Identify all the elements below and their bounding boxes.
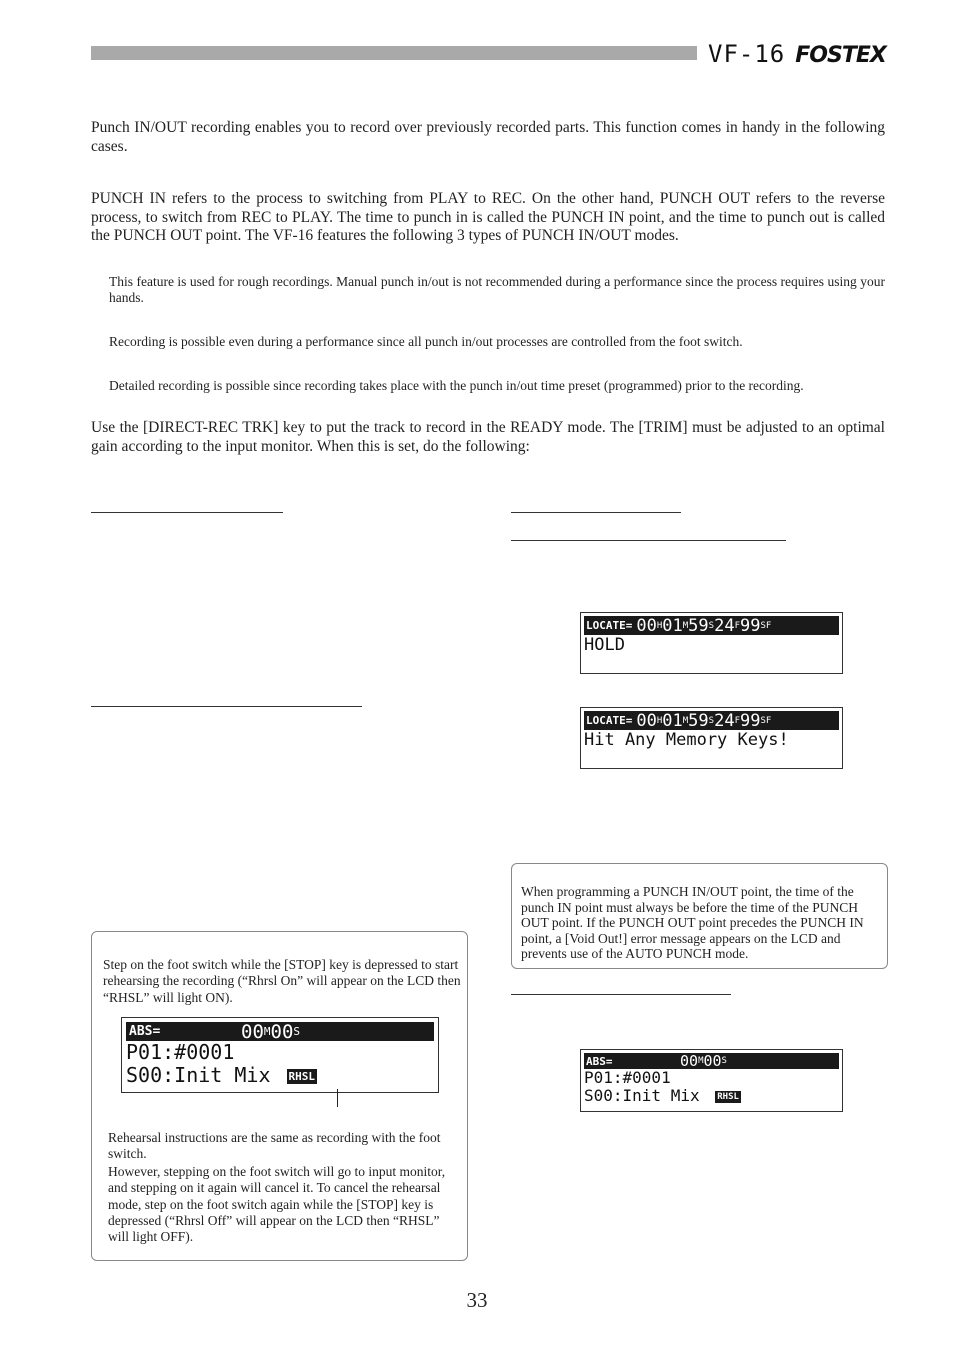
lcd-label: ABS= <box>586 1054 613 1068</box>
mode-description-auto: Detailed recording is possible since recording takes place with the punch in/out time preset (programmed) prior to the recording. <box>109 378 804 393</box>
lcd-unit-sf: SF <box>760 715 772 726</box>
lcd-unit-m: M <box>682 620 689 631</box>
brand-logo <box>708 40 886 68</box>
lcd-header-bar <box>126 1022 434 1041</box>
lcd-line-2: Hit Any Memory Keys! <box>584 730 789 750</box>
lcd-time-seconds: 00 <box>270 1022 294 1041</box>
lcd-line-2: P01:#0001 <box>584 1069 671 1087</box>
rhsl-indicator: RHSL <box>717 1091 739 1102</box>
lcd-time-frames: 24 <box>714 711 735 730</box>
lcd-line-3 <box>122 1064 438 1086</box>
lcd-locate-memory <box>580 707 843 769</box>
lcd-header-bar <box>584 616 839 635</box>
header-bar <box>91 46 697 60</box>
lcd-unit-s: S <box>708 715 715 726</box>
rehearsal-instruction-2: Rehearsal instructions are the same as recording with the foot switch. <box>108 1130 441 1162</box>
lcd-unit-m: M <box>263 1025 271 1038</box>
lcd-line-2: P01:#0001 <box>126 1041 235 1064</box>
lcd-line-3-text: S00:Init Mix <box>584 1087 700 1105</box>
lcd-unit-h: H <box>656 620 663 631</box>
warning-note-text: When programming a PUNCH IN/OUT point, the time of the punch IN point must always be before the time of the PUNCH OUT point. If the PUNCH OUT point precedes the PUNCH IN point, a [Void Out!] error message appears on the LCD and prevents use of the AUTO PUNCH mode. <box>521 884 864 962</box>
lcd-time-seconds: 59 <box>688 711 709 730</box>
lcd-abs-large <box>121 1017 439 1093</box>
lcd-header-bar <box>584 1053 839 1069</box>
rehearsal-instruction-1: Step on the foot switch while the [STOP] key is depressed to start rehearsing the recording (“Rhrsl On” will appear on the LCD then “RHSL” will light ON). <box>103 957 461 1005</box>
page-number: 33 <box>466 1288 488 1312</box>
definition-paragraph: PUNCH IN refers to the process to switching from PLAY to REC. On the other hand, PUNCH OUT refers to the reverse process, to switch from REC to PLAY. The time to punch in is called the PUNCH IN point, and the time to punch out is called the PUNCH OUT point. The VF-16 features the following 3 types of PUNCH IN/OUT modes. <box>91 190 885 244</box>
lcd-time-seconds: 59 <box>688 616 709 635</box>
rehearsal-instruction-3: However, stepping on the foot switch will go to input monitor, and stepping on it again will cancel it. To cancel the rehearsal mode, step on the foot switch again while the [STOP] key is depressed (“Rhrsl Off” will appear on the LCD then “RHSL” will light OFF). <box>108 1164 446 1245</box>
lcd-line-3-text: S00:Init Mix <box>126 1064 271 1086</box>
lcd-unit-m: M <box>698 1056 704 1066</box>
rhsl-callout-line <box>337 1089 338 1107</box>
model-name: VF-16 <box>708 40 786 68</box>
lcd-time-minutes: 00 <box>241 1022 264 1041</box>
lcd-locate-hold <box>580 612 843 674</box>
lcd-time-hours: 00 <box>636 616 657 635</box>
setup-paragraph: Use the [DIRECT-REC TRK] key to put the track to record in the READY mode. The [TRIM] must be adjusted to an optimal gain according to the input monitor. When this is set, do the following: <box>91 419 885 455</box>
lcd-unit-f: F <box>734 715 740 726</box>
mode-description-manual: This feature is used for rough recordings. Manual punch in/out is not recommended during a performance since the process requires using your hands. <box>109 274 885 305</box>
lcd-unit-h: H <box>656 715 663 726</box>
section-rule-manual <box>91 512 283 513</box>
lcd-label: LOCATE= <box>586 714 633 727</box>
lcd-time-seconds: 00 <box>703 1053 722 1069</box>
lcd-label: ABS= <box>129 1024 161 1039</box>
lcd-unit-s: S <box>293 1025 301 1038</box>
lcd-time-frames: 24 <box>714 616 735 635</box>
section-rule-footswitch <box>91 706 362 707</box>
lcd-unit-s: S <box>721 1056 727 1066</box>
lcd-header-bar <box>584 711 839 730</box>
lcd-time-minutes: 00 <box>680 1053 699 1069</box>
lcd-abs-right <box>580 1049 843 1112</box>
lcd-unit-s: S <box>708 620 715 631</box>
warning-note-box <box>511 863 888 969</box>
mode-description-footswitch: Recording is possible even during a performance since all punch in/out processes are controlled from the foot switch. <box>109 334 743 349</box>
lcd-line-3 <box>581 1087 842 1105</box>
lcd-unit-f: F <box>734 620 740 631</box>
lcd-time-hours: 00 <box>636 711 657 730</box>
lcd-label: LOCATE= <box>586 619 633 632</box>
lcd-unit-sf: SF <box>760 620 772 631</box>
intro-paragraph: Punch IN/OUT recording enables you to record over previously recorded parts. This function comes in handy in the following cases. <box>91 119 885 155</box>
lcd-time-subframes: 99 <box>739 616 761 635</box>
section-rule-auto <box>511 512 681 513</box>
lcd-time-minutes: 01 <box>662 616 683 635</box>
lcd-line-2: HOLD <box>584 635 625 655</box>
lcd-time-subframes: 99 <box>739 711 761 730</box>
rehearsal-note-box <box>91 931 468 1261</box>
section-rule-program <box>511 540 786 541</box>
rhsl-indicator: RHSL <box>288 1070 316 1083</box>
section-rule-rehearsal <box>511 994 731 995</box>
lcd-unit-m: M <box>682 715 689 726</box>
lcd-time-minutes: 01 <box>662 711 683 730</box>
maker-name: FOSTEX <box>795 43 886 68</box>
